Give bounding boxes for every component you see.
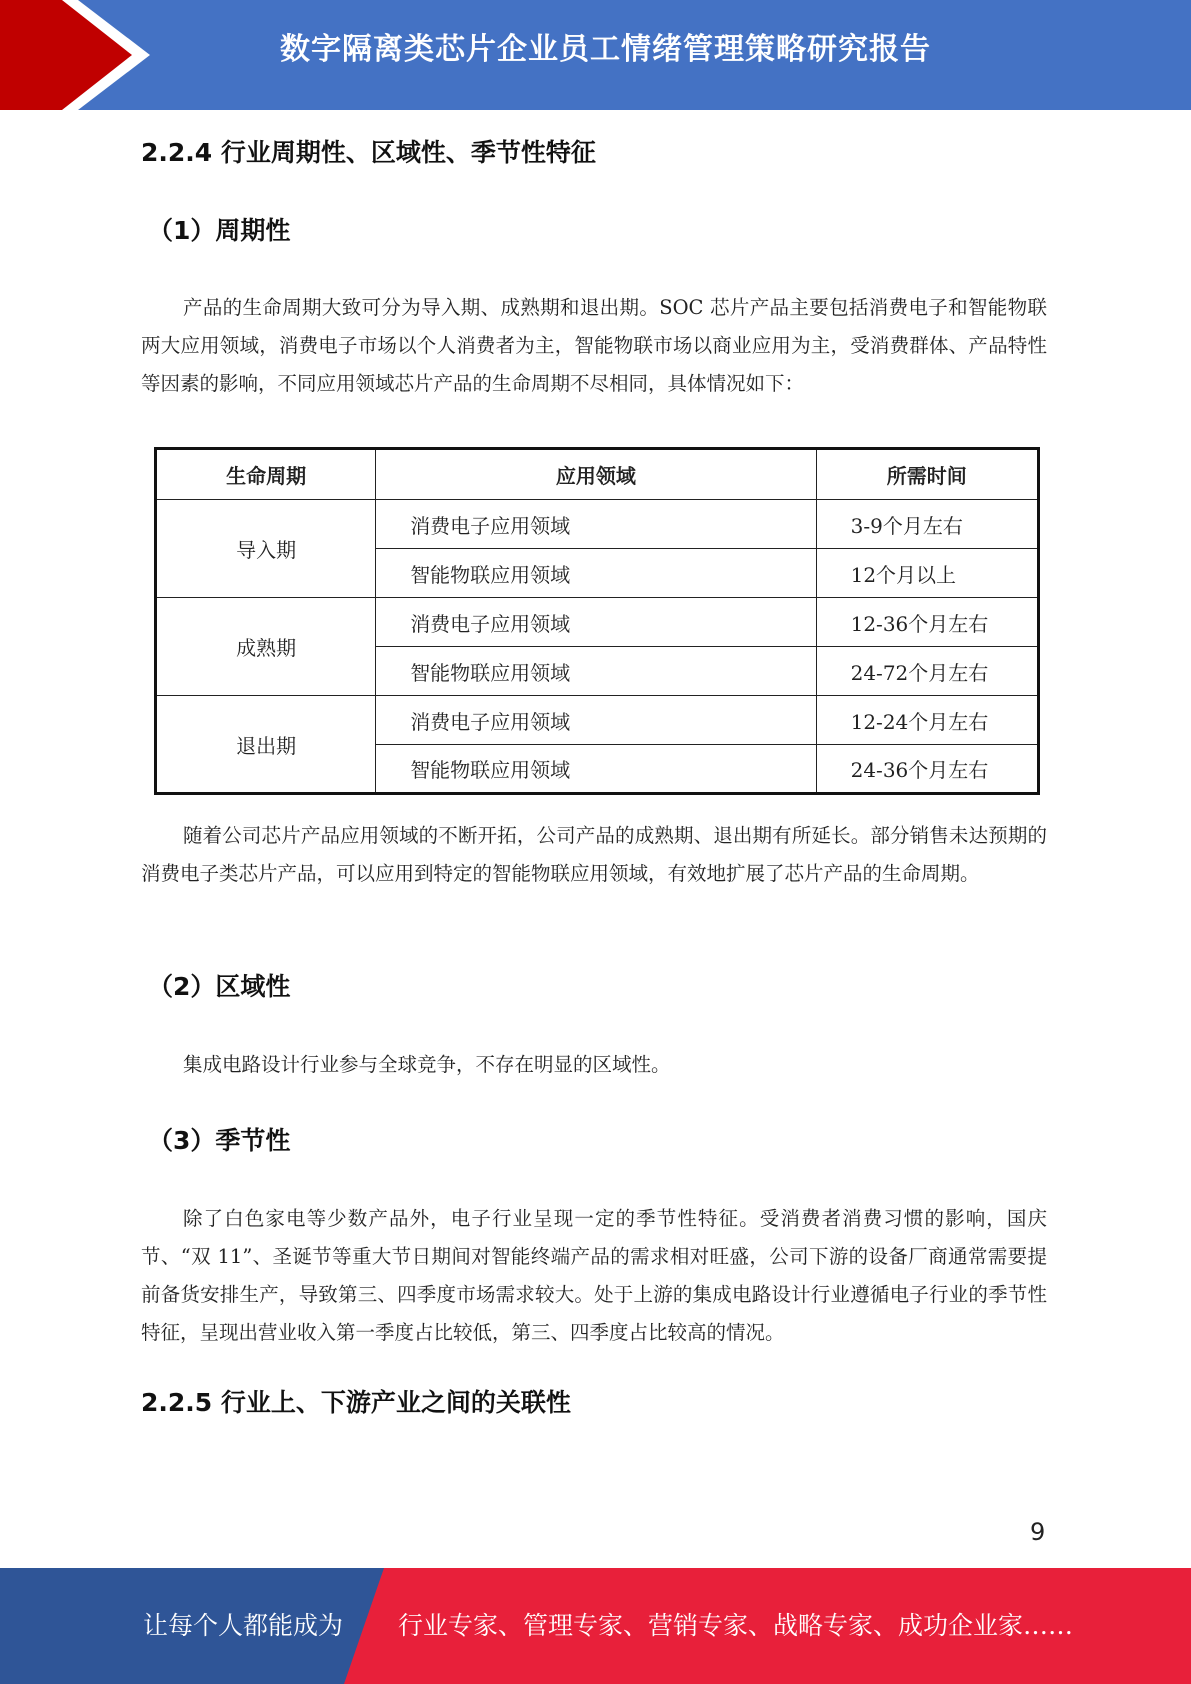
- field-cell: 智能物联应用领域: [376, 745, 816, 794]
- seasonal-paragraph: 除了白色家电等少数产品外，电子行业呈现一定的季节性特征。受消费者消费习惯的影响，国庆节、“双 11”、圣诞节等重大节日期间对智能终端产品的需求相对旺盛，公司下游的设备厂商通常需要提前备货安排生产，导致第三、四季度市场需求较大。处于上游的集成电路设计行业遵循电子行业的季节性特征，呈现出营业收入第一季度占比较低，第三、四季度占比较高的情况。: [141, 1207, 1047, 1344]
- phase-cell: 导入期: [156, 500, 376, 598]
- lifecycle-table: [154, 447, 1040, 795]
- field-cell: 智能物联应用领域: [376, 549, 816, 598]
- field-cell: 消费电子应用领域: [376, 598, 816, 647]
- time-cell: 24-36个月左右: [816, 745, 1038, 794]
- cyclical-conclusion-paragraph: 随着公司芯片产品应用领域的不断开拓，公司产品的成熟期、退出期有所延长。部分销售未达预期的消费电子类芯片产品，可以应用到特定的智能物联应用领域，有效地扩展了芯片产品的生命周期。: [141, 824, 1047, 885]
- subheading-regional: （2）区域性: [148, 972, 291, 1001]
- section-heading-2-2-5: 2.2.5 行业上、下游产业之间的关联性: [141, 1388, 571, 1417]
- table-header-cell: 所需时间: [816, 449, 1038, 500]
- table-row: [156, 500, 1039, 549]
- time-cell: 12个月以上: [816, 549, 1038, 598]
- table-header-cell: 生命周期: [156, 449, 376, 500]
- header-banner: [0, 0, 1191, 110]
- time-cell: 12-24个月左右: [816, 696, 1038, 745]
- report-title: 数字隔离类芯片企业员工情绪管理策略研究报告: [280, 32, 931, 67]
- regional-paragraph: 集成电路设计行业参与全球竞争，不存在明显的区域性。: [183, 1053, 671, 1076]
- time-cell: 24-72个月左右: [816, 647, 1038, 696]
- field-cell: 消费电子应用领域: [376, 696, 816, 745]
- footer-banner: [0, 1568, 1191, 1684]
- subheading-cyclical: （1）周期性: [148, 216, 291, 245]
- page-number: 9: [1030, 1518, 1046, 1546]
- field-cell: 智能物联应用领域: [376, 647, 816, 696]
- table-row: [156, 696, 1039, 745]
- section-heading-2-2-4: 2.2.4 行业周期性、区域性、季节性特征: [141, 138, 596, 167]
- cyclical-intro-paragraph: 产品的生命周期大致可分为导入期、成熟期和退出期。SOC 芯片产品主要包括消费电子和智能物联两大应用领域，消费电子市场以个人消费者为主，智能物联市场以商业应用为主，受消费群体、产品特性等因素的影响，不同应用领域芯片产品的生命周期不尽相同，具体情况如下：: [141, 296, 1047, 395]
- footer-slogan-left: 让每个人都能成为: [143, 1611, 344, 1640]
- time-cell: 3-9个月左右: [816, 500, 1038, 549]
- phase-cell: 退出期: [156, 696, 376, 794]
- time-cell: 12-36个月左右: [816, 598, 1038, 647]
- table-header-row: [156, 449, 1039, 500]
- footer-slogan-right: 行业专家、管理专家、营销专家、战略专家、成功企业家……: [398, 1611, 1074, 1640]
- subheading-seasonal: （3）季节性: [148, 1126, 291, 1155]
- table-row: [156, 598, 1039, 647]
- field-cell: 消费电子应用领域: [376, 500, 816, 549]
- phase-cell: 成熟期: [156, 598, 376, 696]
- table-header-cell: 应用领域: [376, 449, 816, 500]
